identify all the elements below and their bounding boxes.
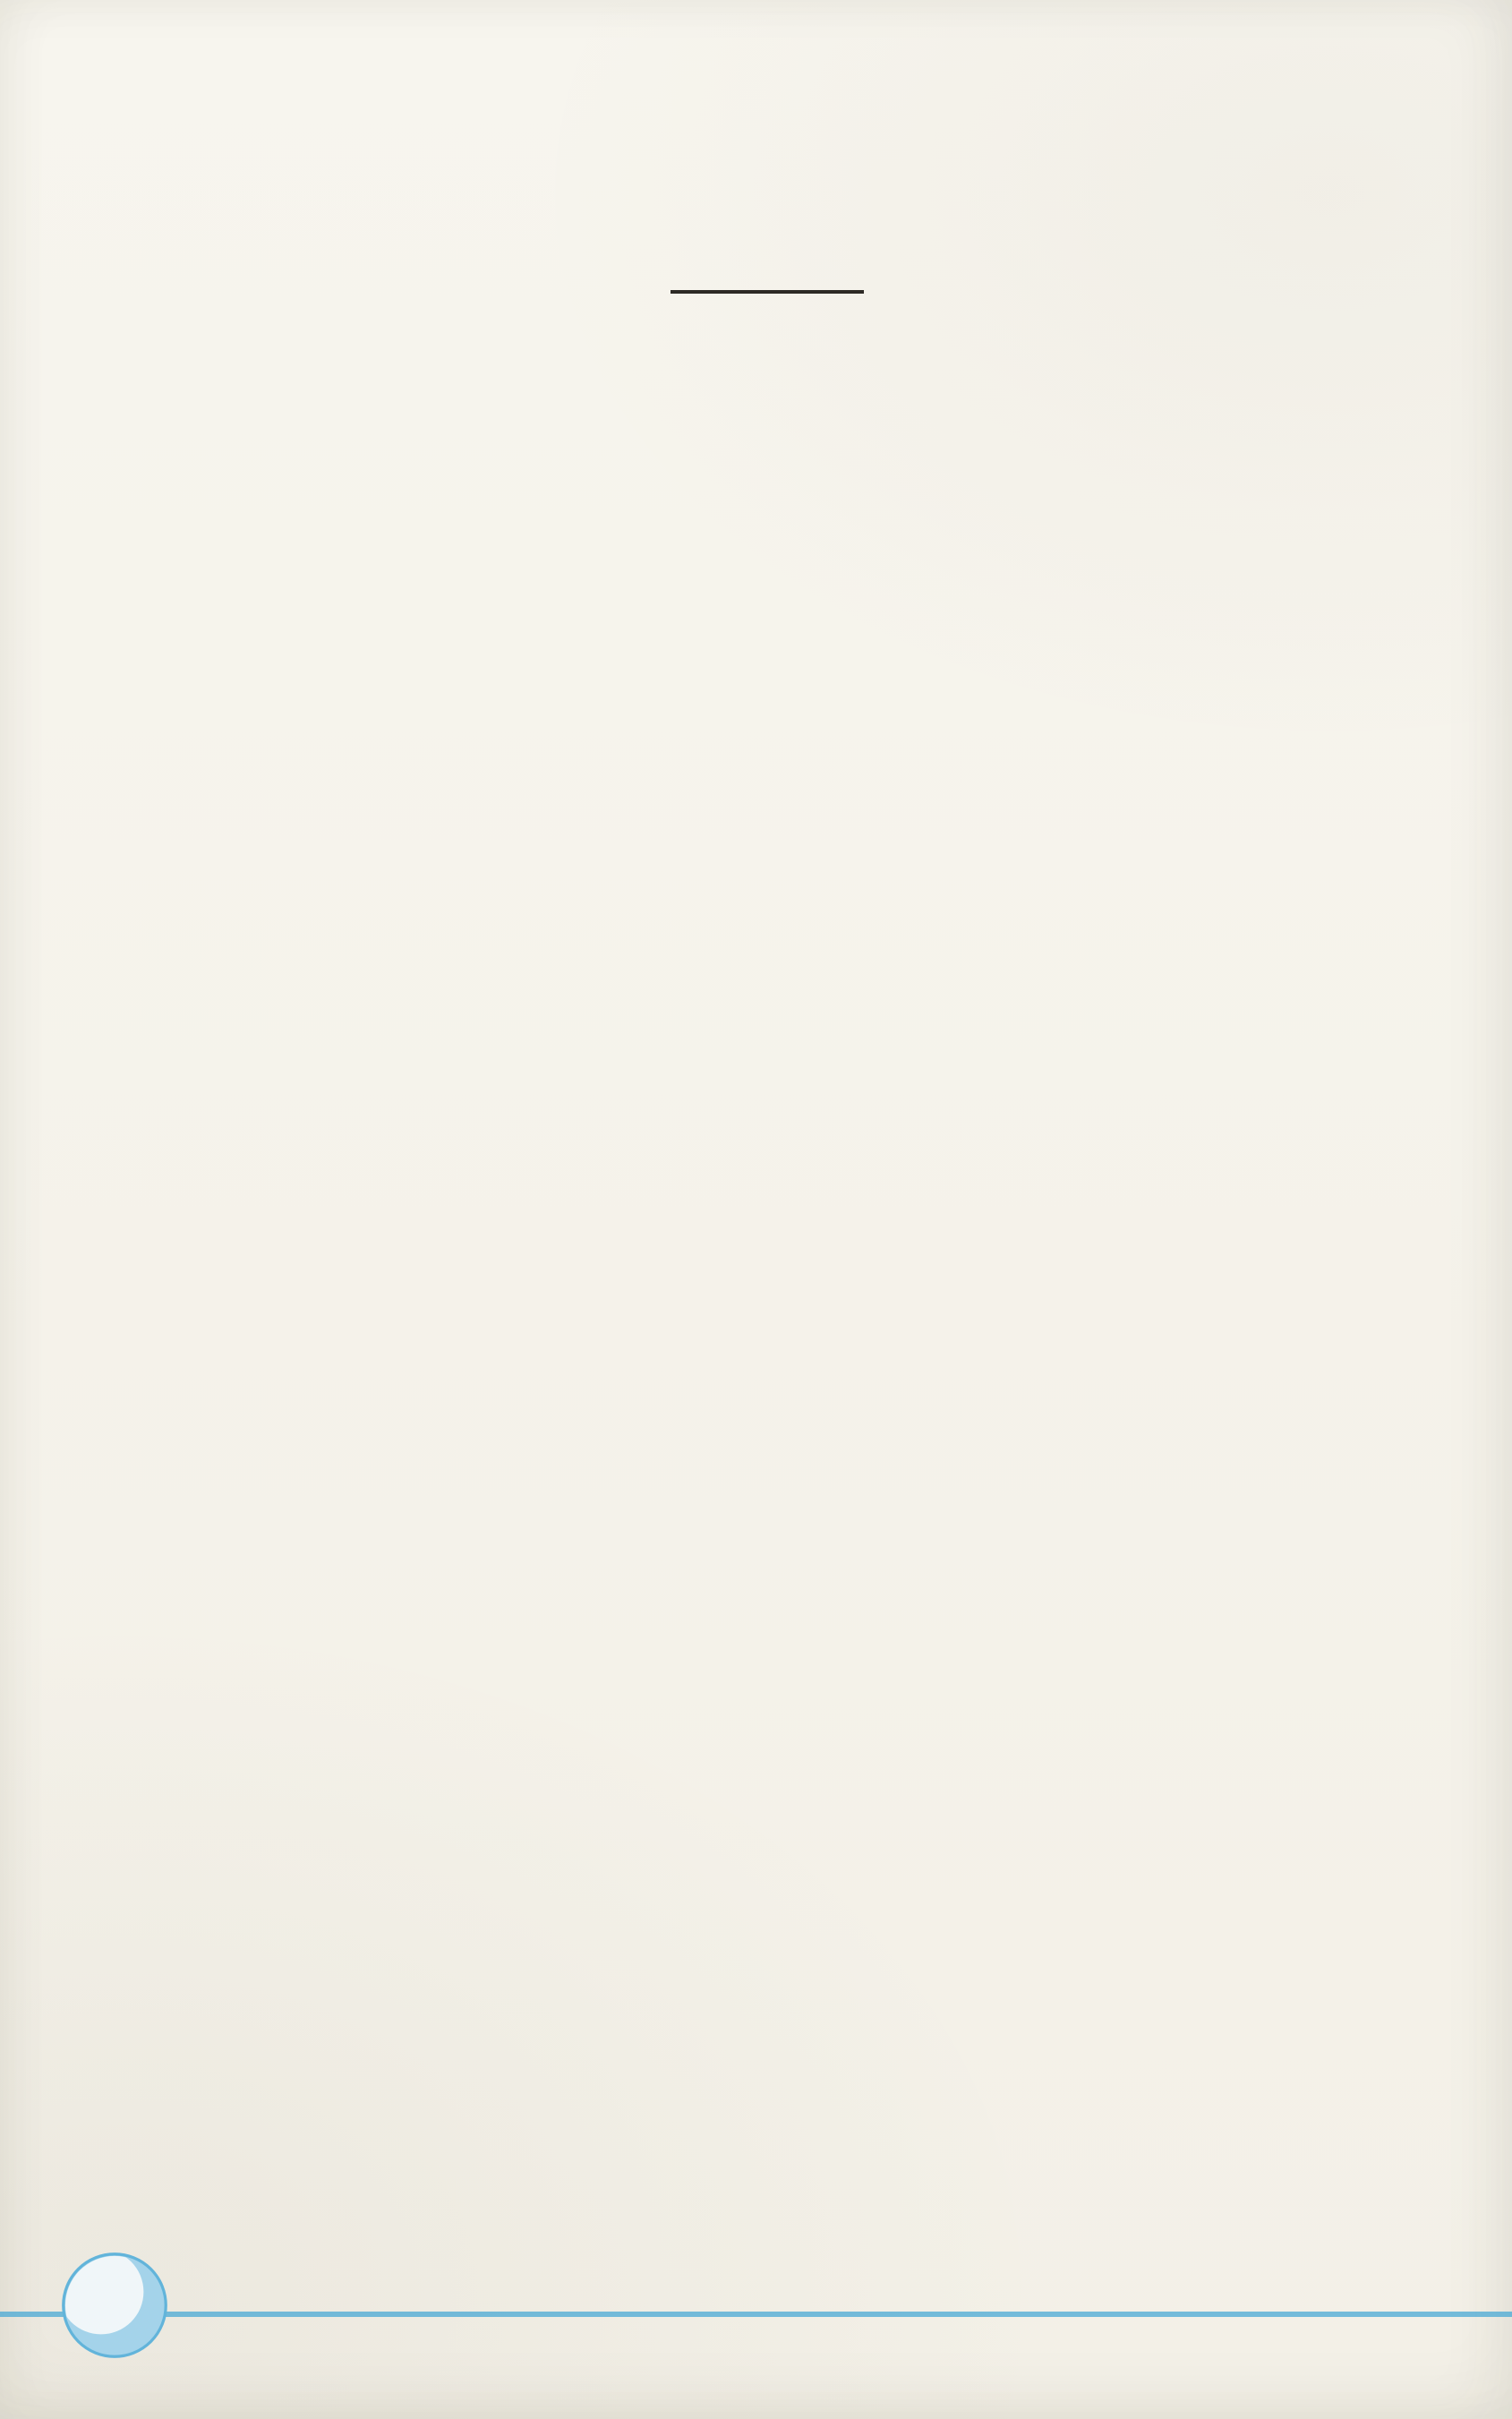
toc-page-content — [177, 0, 1357, 294]
divider-rule — [671, 290, 864, 294]
watermark-line — [0, 2312, 1512, 2317]
sun-icon — [18, 2209, 211, 2402]
watermark — [0, 2198, 1512, 2419]
page-header — [177, 167, 1357, 211]
